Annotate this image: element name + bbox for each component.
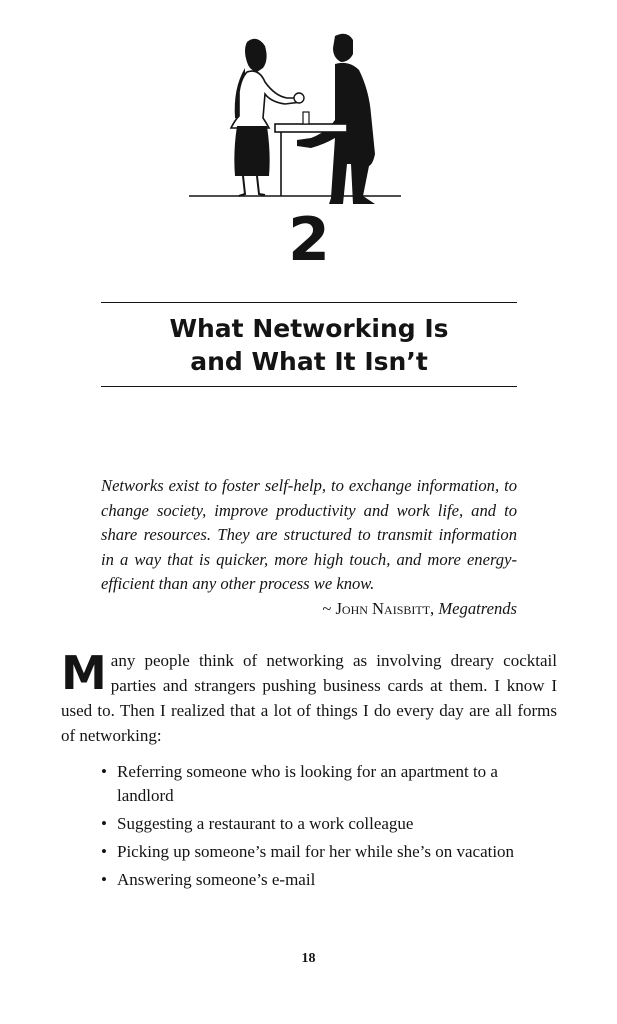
epigraph-quote: Networks exist to foster self-help, to exchange information, to change society, improve productivity and work life, and to share resources. They are structured to transmit information in a way that is quicker, more high touch, and more energy-efficient than any other process we know. [101,476,517,593]
intro-paragraph-text: any people think of networking as involving dreary cocktail parties and strangers pushing business cards at them. I know I used to. Then I realized that a lot of things I do every day are all forms of networking: [61,651,557,745]
list-item-text: Referring someone who is looking for an apartment to a landlord [117,762,498,805]
chapter-title-line-1: What Networking Is [169,314,449,343]
attribution-separator: , [430,599,439,618]
bullet-icon: • [101,762,107,781]
attribution-prefix: ~ [322,599,336,618]
chapter-title-line-2: and What It Isn’t [190,347,428,376]
title-rule-bottom [101,386,517,387]
title-rule-top [101,302,517,303]
chapter-title [101,312,517,378]
intro-paragraph [61,648,557,748]
list-item [101,840,551,864]
drop-cap: M [61,646,107,700]
bullet-icon: • [101,870,107,889]
list-item [101,812,551,836]
list-item-text: Answering someone’s e-mail [117,870,316,889]
epigraph-source: Megatrends [438,599,517,618]
page-number: 18 [301,951,316,966]
list-item [101,760,551,808]
bullet-icon: • [101,842,107,861]
list-item-text: Suggesting a restaurant to a work colleague [117,814,414,833]
epigraph-author: John Naisbitt [335,599,431,618]
chapter-number: 2 [288,205,329,275]
epigraph-attribution [322,597,517,621]
handshake-illustration [185,28,405,204]
list-item-text: Picking up someone’s mail for her while she’s on vacation [117,842,515,861]
list-item [101,868,551,892]
bullet-icon: • [101,814,107,833]
networking-examples-list [101,760,551,896]
